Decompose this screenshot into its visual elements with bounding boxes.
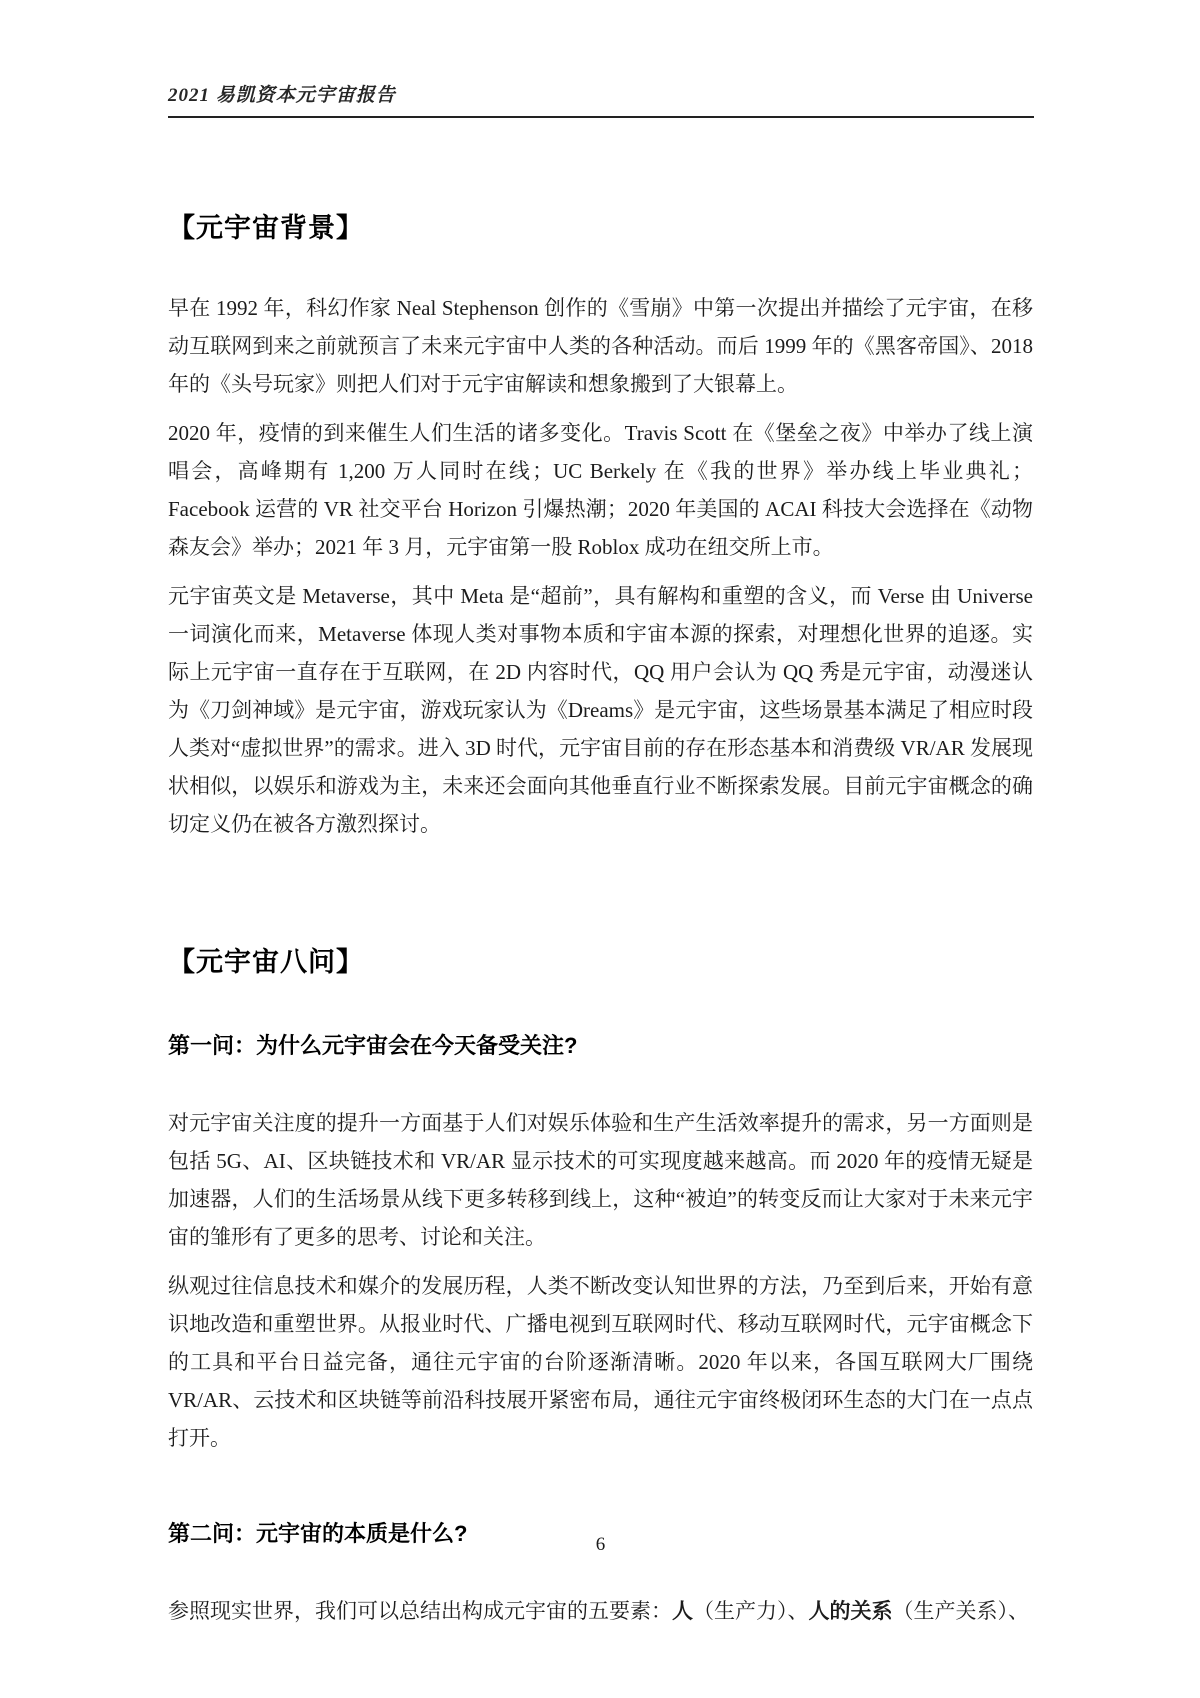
section-heading-metaverse-background: 【元宇宙背景】 — [168, 213, 364, 243]
paragraph-q2-segment-bold-relations: 人的关系 — [808, 1600, 893, 1623]
paragraph-q1-1: 对元宇宙关注度的提升一方面基于人们对娱乐体验和生产生活效率提升的需求，另一方面则是包括 5G、AI、区块链技术和 VR/AR 显示技术的可实现度越来越高。而 2020 年的疫情无疑是加速器，人们的生活场景从线下更多转移到线上，这种“被迫”的转变反而让大家对于未来元宇宙的雏形有了更多的思考、讨论和关注。 — [168, 1111, 1033, 1249]
paragraph-background-3: 元宇宙英文是 Metaverse，其中 Meta 是“超前”，具有解构和重塑的含义，而 Verse 由 Universe 一词演化而来，Metaverse 体现人类对事物本质和宇宙本源的探索，对理想化世界的追逐。实际上元宇宙一直存在于互联网，在 2D 内容时代，QQ 用户会认为 QQ 秀是元宇宙，动漫迷认为《刀剑神域》是元宇宙，游戏玩家认为《Dreams》是元宇宙，这些场景基本满足了相应时段人类对“虚拟世界”的需求。进入 3D 时代，元宇宙目前的存在形态基本和消费级 VR/AR 发展现状相似，以娱乐和游戏为主，未来还会面向其他垂直行业不断探索发展。目前元宇宙概念的确切定义仍在被各方激烈探讨。 — [168, 584, 1033, 836]
paragraph-q2-segment-bold-people: 人 — [672, 1600, 693, 1623]
paragraph-background-1: 早在 1992 年，科幻作家 Neal Stephenson 创作的《雪崩》中第一次提出并描绘了元宇宙，在移动互联网到来之前就预言了未来元宇宙中人类的各种活动。而后 1999 年的《黑客帝国》、2018 年的《头号玩家》则把人们对于元宇宙解读和想象搬到了大银幕上。 — [168, 296, 1033, 396]
paragraph-q2-1 — [168, 1592, 1033, 1631]
paragraph-q2-segment-text: （生产关系）、 — [892, 1599, 1029, 1623]
page-header — [168, 80, 1034, 118]
paragraph-q2-segment-text: 参照现实世界，我们可以总结出构成元宇宙的五要素： — [168, 1599, 672, 1623]
section-heading-eight-questions: 【元宇宙八问】 — [168, 947, 364, 977]
page-number: 6 — [595, 1534, 606, 1555]
paragraph-background-2: 2020 年，疫情的到来催生人们生活的诸多变化。Travis Scott 在《堡垒之夜》中举办了线上演唱会，高峰期有 1,200 万人同时在线；UC Berkely 在《我的世界》举办线上毕业典礼；Facebook 运营的 VR 社交平台 Horizon 引爆热潮；2020 年美国的 ACAI 科技大会选择在《动物森友会》举办；2021 年 3 月，元宇宙第一股 Roblox 成功在纽交所上市。 — [168, 421, 1033, 559]
question-1-heading: 第一问：为什么元宇宙会在今天备受关注? — [168, 1033, 578, 1058]
report-title: 2021 易凯资本元宇宙报告 — [168, 85, 396, 106]
paragraph-q1-2: 纵观过往信息技术和媒介的发展历程，人类不断改变认知世界的方法，乃至到后来，开始有意识地改造和重塑世界。从报业时代、广播电视到互联网时代、移动互联网时代，元宇宙概念下的工具和平台日益完备，通往元宇宙的台阶逐渐清晰。2020 年以来，各国互联网大厂围绕 VR/AR、云技术和区块链等前沿科技展开紧密布局，通往元宇宙终极闭环生态的大门在一点点打开。 — [168, 1274, 1033, 1450]
page-footer — [168, 1534, 1033, 1556]
page-content — [168, 196, 1033, 1631]
paragraph-q2-segment-text: （生产力）、 — [693, 1599, 809, 1623]
question-2-heading: 第二问：元宇宙的本质是什么? — [168, 1521, 468, 1546]
